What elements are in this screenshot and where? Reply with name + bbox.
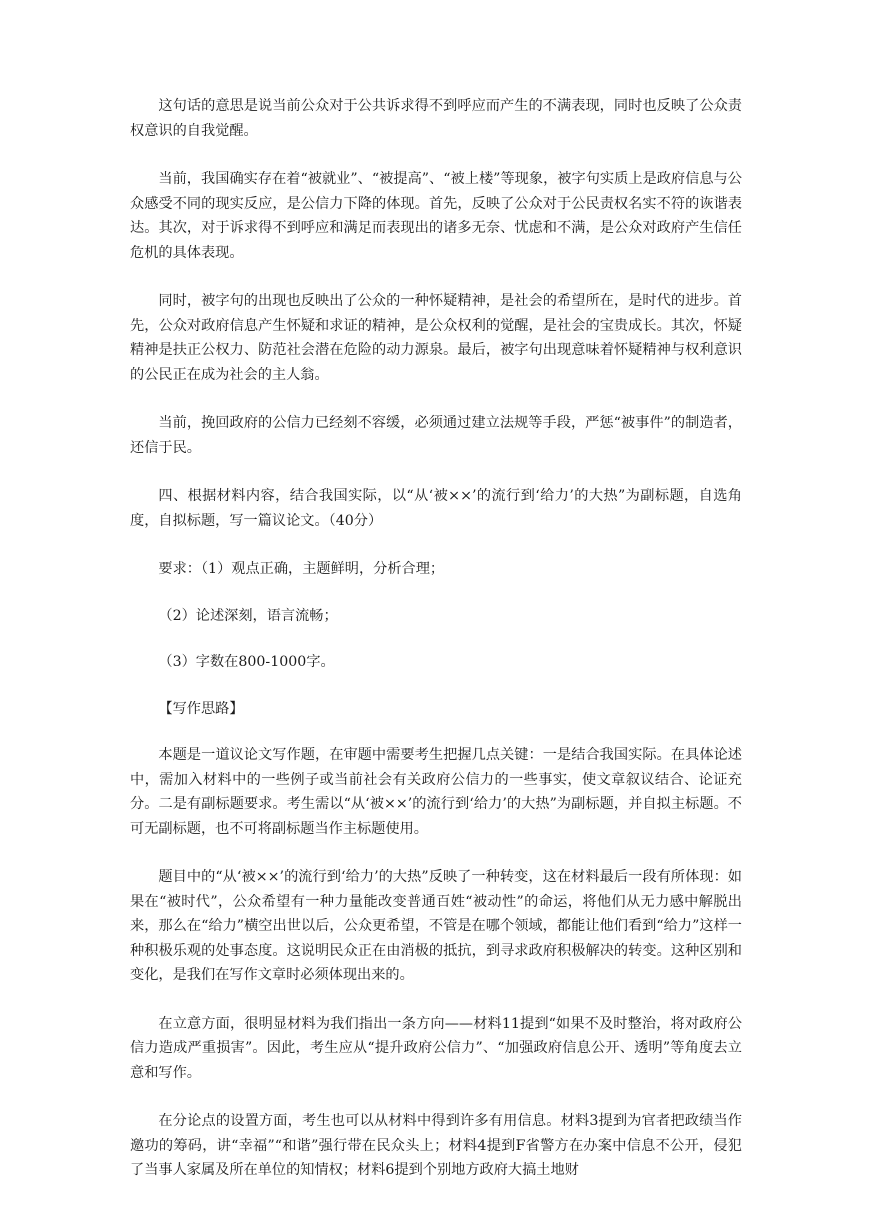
requirement-3: （3）字数在800-1000字。 <box>158 654 335 670</box>
paragraph-3: 同时，被字句的出现也反映出了公众的一种怀疑精神，是社会的希望所在，是时代的进步。首先，公众对政府信息产生怀疑和求证的精神，是公众权利的觉醒，是社会的宝贵成长。其次，怀疑精神是扶正公权力、防范社会潜在危险的动力源泉。最后，被字句出现意味着怀疑精神与权利意识的公民正在成为社会的主人翁。 <box>130 293 742 383</box>
analysis-paragraph-2: 题目中的“从‘被××’的流行到‘给力’的大热”反映了一种转变，这在材料最后一段有所体现：如果在“被时代”，公众希望有一种力量能改变普通百姓“被动性”的命运，将他们从无力感中解脱出来，那么在“给力”横空出世以后，公众更希望，不管是在哪个领域，都能让他们看到“给力”这样一种积极乐观的处事态度。这说明民众正在由消极的抵抗，到寻求政府积极解决的转变。这种区别和变化，是我们在写作文章时必须体现出来的。 <box>130 869 742 983</box>
requirement-2: （2）论述深刻，语言流畅； <box>158 607 338 624</box>
analysis-paragraph-1: 本题是一道议论文写作题，在审题中需要考生把握几点关键：一是结合我国实际。在具体论述中，需加入材料中的一些例子或当前社会有关政府公信力的一些事实，使文章叙议结合、论证充分。二是有副标题要求。考生需以“从‘被××’的流行到‘给力’的大热”为副标题，并自拟主标题。不可无副标题，也不可将副标题当作主标题使用。 <box>130 747 742 837</box>
requirement-1: 要求：（1）观点正确，主题鲜明，分析合理； <box>158 561 445 577</box>
paragraph-2: 当前，我国确实存在着“被就业”、“被提高”、“被上楼”等现象，被字句实质上是政府信息与公众感受不同的现实反应，是公信力下降的体现。首先，反映了公众对于公民责权名实不符的诙谐表达。其次，对于诉求得不到呼应和满足而表现出的诸多无奈、忧虑和不满，是公众对政府产生信任危机的具体表现。 <box>130 171 742 261</box>
paragraph-4: 当前，挽回政府的公信力已经刻不容缓，必须通过建立法规等手段，严惩“被事件”的制造者，还信于民。 <box>130 415 742 456</box>
paragraph-1: 这句话的意思是说当前公众对于公共诉求得不到呼应而产生的不满表现，同时也反映了公众责权意识的自我觉醒。 <box>130 98 742 139</box>
section-heading: 【写作思路】 <box>158 700 244 717</box>
document-page <box>130 94 742 1207</box>
analysis-paragraph-3: 在立意方面，很明显材料为我们指出一条方向——材料11提到“如果不及时整治，将对政府公信力造成严重损害”。因此，考生应从“提升政府公信力”、“加强政府信息公开、透明”等角度去立意和写作。 <box>130 1015 742 1081</box>
question-prompt: 四、根据材料内容，结合我国实际，以“从‘被××’的流行到‘给力’的大热”为副标题，自选角度，自拟标题，写一篇议论文。（40分） <box>130 488 742 529</box>
analysis-paragraph-4: 在分论点的设置方面，考生也可以从材料中得到许多有用信息。材料3提到为官者把政绩当作邀功的筹码，讲“幸福”“和谐”强行带在民众头上；材料4提到F省警方在办案中信息不公开，侵犯了当事人家属及所在单位的知情权；材料6提到个别地方政府大搞土地财 <box>130 1113 742 1178</box>
